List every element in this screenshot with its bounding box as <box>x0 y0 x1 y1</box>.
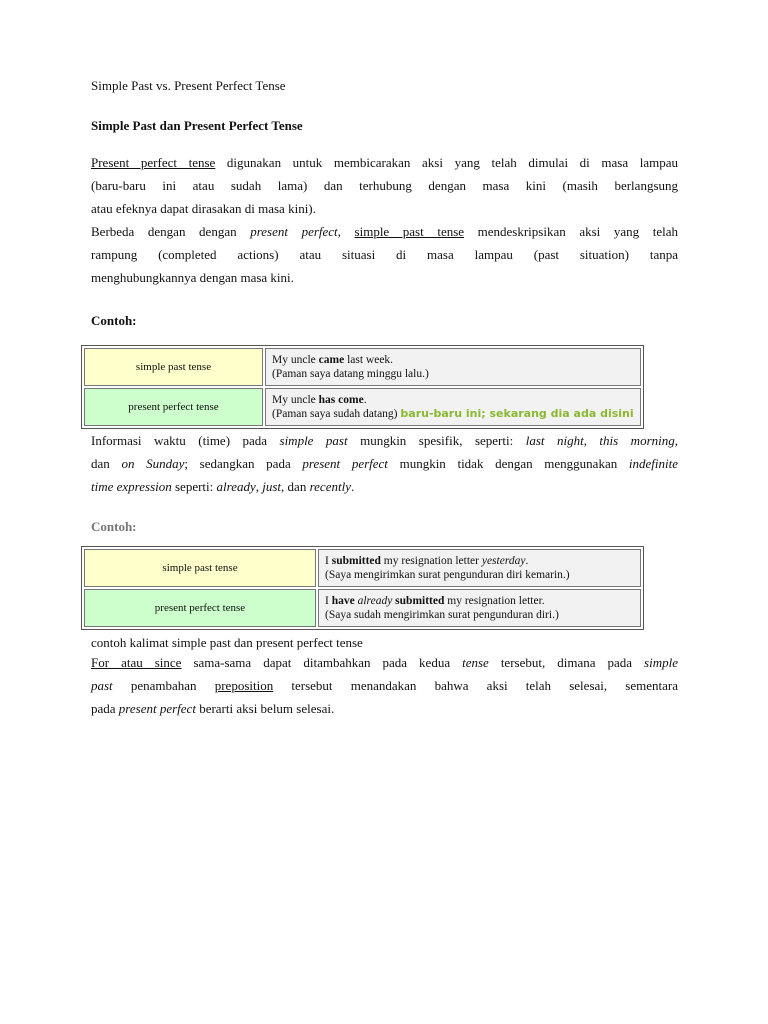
example-cell: My uncle has come. (Paman saya sudah datang) baru-baru ini; sekarang dia ada disini <box>265 388 641 426</box>
paragraph-for-since <box>91 631 678 720</box>
paragraph-line: past penambahan preposition tersebut menandakan bahwa aksi telah selesai, sementara <box>91 678 678 693</box>
example-table-1 <box>81 345 644 429</box>
paragraph-line: Berbeda dengan dengan present perfect, simple past tense mendeskripsikan aksi yang telah <box>91 224 679 239</box>
paragraph-line: Informasi waktu (time) pada simple past mungkin spesifik, seperti: last night, this morning, <box>91 433 678 448</box>
paragraph-line: rampung (completed actions) atau situasi di masa lampau (past situation) tanpa <box>91 247 678 262</box>
table-row <box>84 549 641 587</box>
paragraph-line: menghubungkannya dengan masa kini. <box>91 270 294 285</box>
paragraph-line: For atau since sama-sama dapat ditambahkan pada kedua tense tersebut, dimana pada simple <box>91 655 678 670</box>
example-label: Contoh: <box>91 519 137 534</box>
example-table-2 <box>81 546 644 630</box>
example-cell: I submitted my resignation letter yesterday. (Saya mengirimkan surat pengunduran diri kemarin.) <box>318 549 641 587</box>
tense-label-cell: present perfect tense <box>84 589 316 627</box>
highlight-note: baru-baru ini; sekarang dia ada disini <box>400 407 634 420</box>
tense-label-cell: simple past tense <box>84 348 263 386</box>
example-label: Contoh: <box>91 313 137 328</box>
paragraph-time-info <box>91 429 678 498</box>
paragraph-line: (baru-baru ini atau sudah lama) dan terhubung dengan masa kini (masih berlangsung <box>91 178 678 193</box>
document-title: Simple Past vs. Present Perfect Tense <box>91 78 286 93</box>
paragraph-line: contoh kalimat simple past dan present perfect tense <box>91 635 363 650</box>
section-heading: Simple Past dan Present Perfect Tense <box>91 118 303 133</box>
tense-label-cell: simple past tense <box>84 549 316 587</box>
example-cell: I have already submitted my resignation letter. (Saya sudah mengirimkan surat pengunduran diri.) <box>318 589 641 627</box>
paragraph-line: atau efeknya dapat dirasakan di masa kini). <box>91 201 316 216</box>
paragraph-line: pada present perfect berarti aksi belum selesai. <box>91 701 335 716</box>
paragraph-line: Present perfect tense digunakan untuk membicarakan aksi yang telah dimulai di masa lampau <box>91 155 678 170</box>
table-row <box>84 589 641 627</box>
paragraph-line: dan on Sunday; sedangkan pada present perfect mungkin tidak dengan menggunakan indefinite <box>91 456 678 471</box>
example-cell: My uncle came last week. (Paman saya datang minggu lalu.) <box>265 348 641 386</box>
table-row <box>84 348 641 386</box>
tense-label-cell: present perfect tense <box>84 388 263 426</box>
table-row <box>84 388 641 426</box>
paragraph-intro <box>91 151 678 289</box>
paragraph-line: time expression seperti: already, just, dan recently. <box>91 479 355 494</box>
